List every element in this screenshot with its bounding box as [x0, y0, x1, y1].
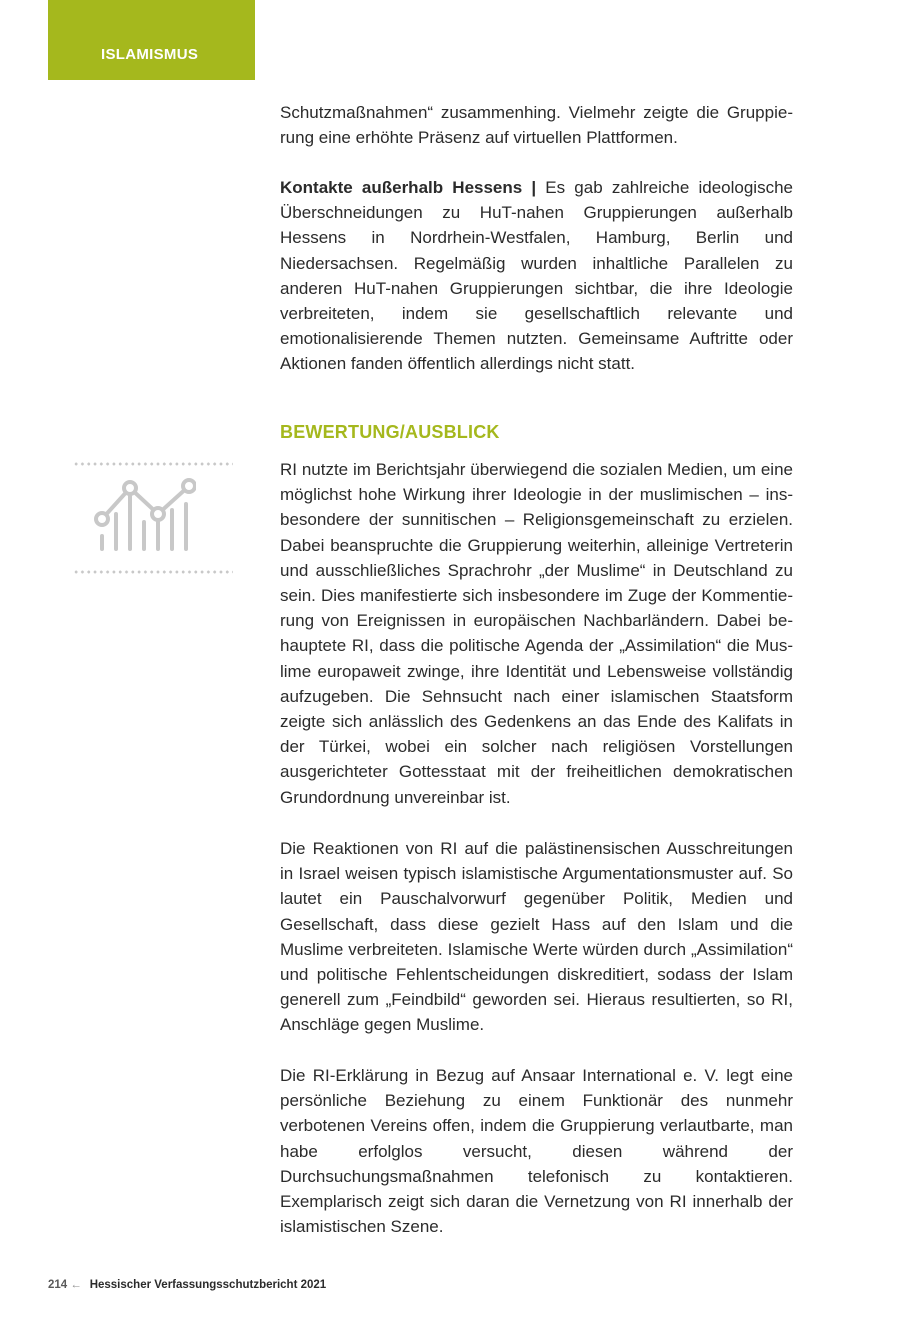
assessment-paragraph-1 — [280, 457, 793, 810]
section-tab — [48, 0, 255, 80]
page-footer — [48, 1279, 326, 1291]
assessment-paragraph-2 — [280, 836, 793, 1038]
assessment-text-2: Die Reaktionen von RI auf die palästinensischen Ausschreitungen in Israel weisen typisch islamistische Argumentationsmuster auf. So lautet ein Pauschalvorwurf gegenüber Politik, Medien und Gesellschaft, dass diese gezielt Hass auf den Islam und die Muslime verbreiteten. Islamische Werte würden durch „Assimilation“ und politische Fehlentscheidungen diskreditiert, sodass der Islam generell zum „Feindbild“ geworden sei. Hieraus resultierten, so RI, Anschläge gegen Muslime. — [280, 839, 793, 1035]
publication-title: Hessischer Verfassungsschutzbericht 2021 — [89, 1279, 327, 1291]
intro-paragraph — [280, 100, 793, 150]
contacts-paragraph — [280, 175, 793, 377]
contacts-text: Es gab zahlreiche ideologische Überschneidungen zu HuT-nahen Gruppierungen außerhalb Hessens in Nordrhein-Westfalen, Hamburg, Berlin und Niedersachsen. Regelmäßig wurden inhaltliche Parallelen zu anderen HuT-nahen Gruppierungen sichtbar, die ihre Ideologie verbreiteten, indem sie gesellschaftlich relevante und emotionalisierende Themen nutzten. Gemeinsame Auftritte oder Aktionen fanden öffentlich allerdings nicht statt. — [280, 178, 793, 374]
intro-text: Schutzmaßnahmen“ zusammenhing. Vielmehr zeigte die Gruppierung eine erhöhte Präsenz auf virtuellen Plattformen. — [280, 103, 793, 148]
section-heading: BEWERTUNG/AUSBLICK — [280, 422, 500, 442]
assessment-text-1: RI nutzte im Berichtsjahr überwiegend die sozialen Medien, um eine möglichst hohe Wirkung ihrer Ideologie in der muslimischen – insbesondere der sunnitischen – Religionsgemeinschaft zu erzielen. Dabei beanspruchte die Gruppierung weiterhin, alleinige Vertreterin und ausschließliches Sprachrohr „der Muslime“ in Deutschland zu sein. Dies manifestierte sich insbesondere im Zuge der Kommentierung von Ereignissen in europäischen Nachbarländern. Dabei behauptete RI, dass die politische Agenda der „Assimilation“ die Muslime europaweit zwinge, ihre Identität und Lebensweise vollständig aufzugeben. Die Sehnsucht nach einer islamischen Staatsform zeigte sich anlässlich des Gedenkens an das Ende des Kalifats in der Türkei, wobei ein solcher nach religiösen Vorstellungen ausgerichteter Gottesstaat mit der freiheitlichen demokratischen Grundordnung unvereinbar ist. — [280, 460, 793, 807]
arrow-left-icon: ← — [70, 1279, 82, 1291]
dotted-divider-bottom — [73, 570, 233, 574]
assessment-paragraph-3 — [280, 1063, 793, 1239]
dotted-divider-top — [73, 462, 233, 466]
page-number: 214 — [48, 1279, 68, 1291]
assessment-text-3: Die RI-Erklärung in Bezug auf Ansaar International e. V. legt eine persönliche Beziehung zu einem Funktionär des nunmehr verbotenen Vereins offen, indem die Gruppierung verlautbarte, man habe erfolglos versucht, diesen während der Durchsuchungsmaßnahmen telefonisch zu kontaktieren. Exemplarisch zeigt sich daran die Vernetzung von RI innerhalb der islamistischen Szene. — [280, 1066, 793, 1237]
section-tab-label: ISLAMISMUS — [101, 46, 199, 63]
chart-analysis-icon — [92, 474, 196, 554]
contacts-lead: Kontakte außerhalb Hessens | — [280, 178, 537, 197]
